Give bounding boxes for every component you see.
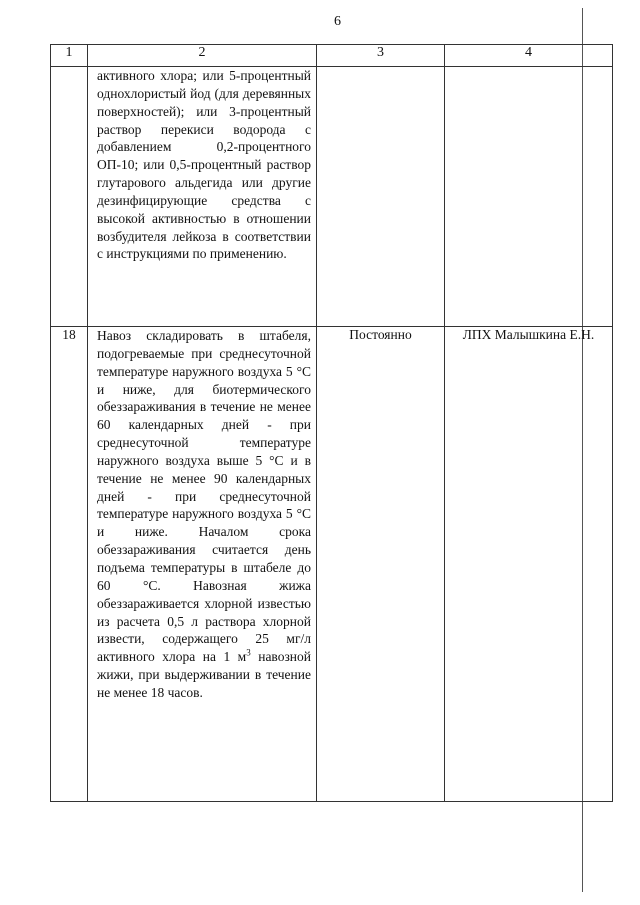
measure-text-tail: навозной жижи, при выдерживании в течение не менее 18 часов. xyxy=(97,649,311,700)
responsible-cell xyxy=(445,67,613,327)
header-col-3: 3 xyxy=(317,45,445,67)
period-cell: Постоянно xyxy=(317,327,445,802)
measures-table xyxy=(50,44,613,802)
responsible-cell: ЛПХ Малышкина Е.Н. xyxy=(445,327,613,802)
measure-text: активного хлора; или 5-процентный однохлористый йод (для деревянных поверхностей); или 3-процентный раствор перекиси водорода с добавлением 0,2-процентного ОП-10; или 0,5-процентный раствор глутарового альдегида или другие дезинфицирующие средства с высокой активностью в отношении возбудителя лейкоза в соответствии с инструкциями по применению. xyxy=(97,68,311,262)
measure-cell xyxy=(88,67,317,327)
measure-text-main: Навоз складировать в штабеля, подогреваемые при среднесуточной температуре наружного воздуха 5 °С и ниже, для биотермического обеззараживания в течение не менее 60 календарных дней - при среднесуточной температуре наружного воздуха выше 5 °С и в течение не менее 90 календарных дней - при среднесуточной температуре наружного воздуха 5 °С и ниже. Началом срока обеззараживания считается день подъема температуры в штабеле до 60 °С. Навозная жижа обеззараживается хлорной известью из расчета 0,5 л раствора хлорной извести, содержащего 25 мг/л активного хлора на 1 м xyxy=(97,328,311,665)
table-header-row xyxy=(51,45,613,67)
page-number: 6 xyxy=(334,14,341,29)
table-row xyxy=(51,327,613,802)
header-col-4: 4 xyxy=(445,45,613,67)
measure-superscript: 3 xyxy=(246,647,251,658)
row-number xyxy=(51,67,88,327)
measure-cell xyxy=(88,327,317,802)
header-col-2: 2 xyxy=(88,45,317,67)
header-col-1: 1 xyxy=(51,45,88,67)
measure-text xyxy=(88,327,316,702)
row-number: 18 xyxy=(51,327,88,802)
period-cell xyxy=(317,67,445,327)
table-row xyxy=(51,67,613,327)
